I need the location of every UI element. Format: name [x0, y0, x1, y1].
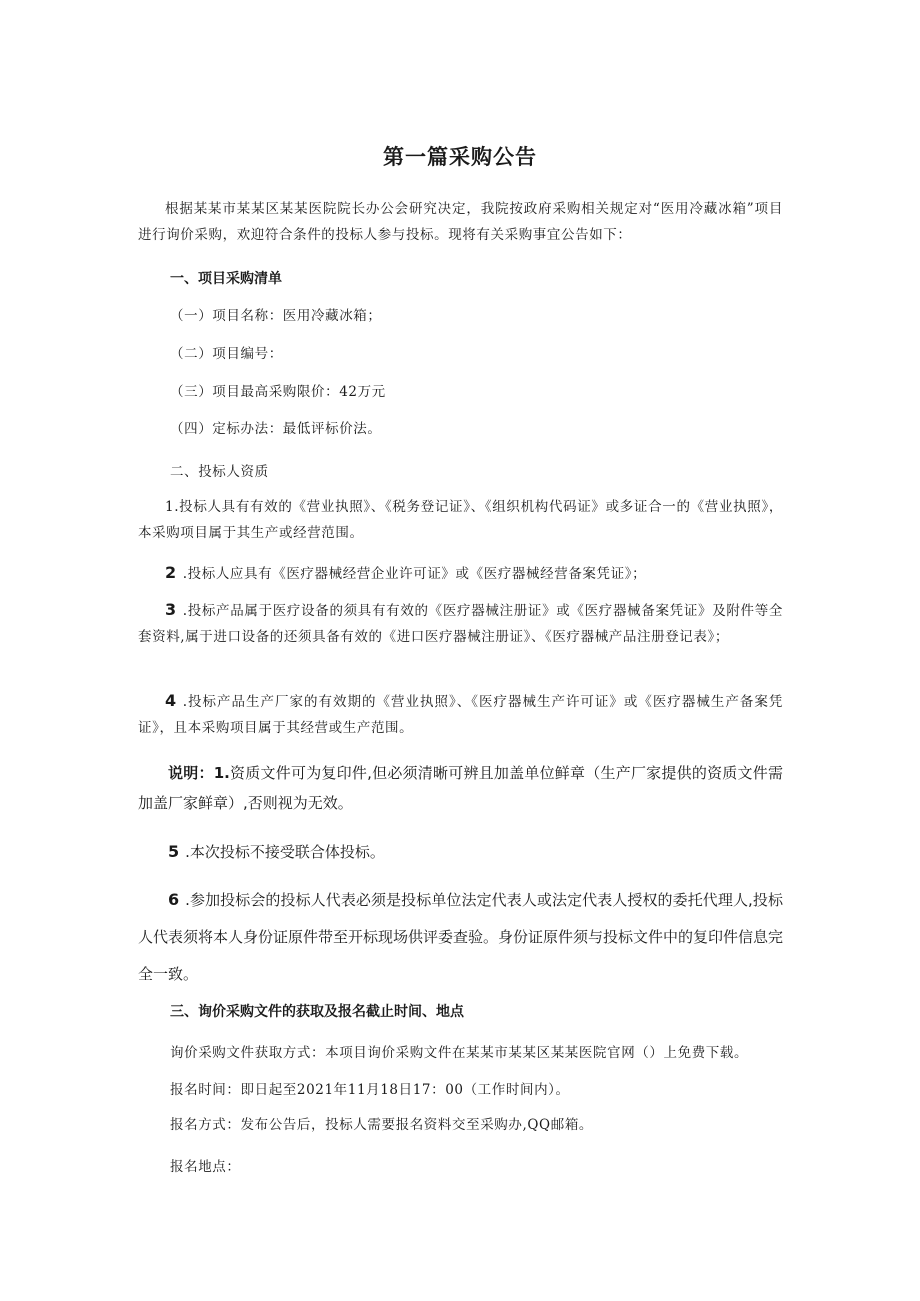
- qualification-4: [138, 688, 783, 741]
- qualification-3: [138, 597, 783, 650]
- qualification-5-text: .本次投标不接受联合体投标。: [185, 843, 385, 861]
- qualification-5: [138, 837, 783, 867]
- qualification-3-number: 3: [165, 600, 177, 619]
- qualification-2-number: 2: [165, 563, 177, 582]
- item-project-number: （二）项目编号：: [170, 346, 283, 362]
- note-text: 资质文件可为复印件,但必须清晰可辨且加盖单位鲜章（生产厂家提供的资质文件需加盖厂家鲜章）,否则视为无效。: [138, 764, 783, 812]
- qualification-6-text: .参加投标会的投标人代表必须是投标单位法定代表人或法定代表人授权的委托代理人,投标人代表须将本人身份证原件带至开标现场供评委查验。身份证原件须与投标文件中的复印件信息完全一致。: [138, 891, 784, 983]
- qualification-6-number: 6: [168, 890, 180, 909]
- note-number: 1.: [213, 764, 230, 782]
- section3-heading: 三、询价采购文件的获取及报名截止时间、地点: [170, 1004, 464, 1020]
- qualification-note: [138, 758, 783, 818]
- page-title: 第一篇采购公告: [383, 145, 537, 169]
- qualification-4-number: 4: [165, 691, 177, 710]
- item-project-name: （一）项目名称：医用冷藏冰箱；: [170, 308, 382, 324]
- obtain-method: 询价采购文件获取方式：本项目询价采购文件在某某市某某区某某医院官网（）上免费下载。: [170, 1045, 749, 1061]
- qualification-2-text: .投标人应具有《医疗器械经营企业许可证》或《医疗器械经营备案凭证》；: [182, 566, 647, 582]
- registration-place: 报名地点：: [170, 1159, 241, 1175]
- item-max-price: （三）项目最高采购限价：42万元: [170, 384, 386, 400]
- item-award-method: （四）定标办法：最低评标价法。: [170, 421, 382, 437]
- note-label: 说明：: [168, 764, 214, 782]
- qualification-5-number: 5: [168, 842, 180, 861]
- qualification-4-text: .投标产品生产厂家的有效期的《营业执照》、《医疗器械生产许可证》或《医疗器械生产备案凭证》，且本采购项目属于其经营或生产范围。: [138, 694, 783, 736]
- section1-heading: 一、项目采购清单: [170, 271, 282, 287]
- registration-time: 报名时间：即日起至2021年11月18日17：00（工作时间内）。: [170, 1082, 570, 1098]
- section2-heading: 二、投标人资质: [170, 464, 269, 480]
- registration-method: 报名方式：发布公告后，投标人需要报名资料交至采购办,QQ邮箱。: [170, 1117, 594, 1133]
- qualification-3-text: .投标产品属于医疗设备的须具有有效的《医疗器械注册证》或《医疗器械备案凭证》及附件等全套资料,属于进口设备的还须具备有效的《进口医疗器械注册证》、《医疗器械产品注册登记表》；: [138, 603, 783, 645]
- intro-paragraph: 根据某某市某某区某某医院院长办公会研究决定，我院按政府采购相关规定对“医用冷藏冰箱”项目进行询价采购，欢迎符合条件的投标人参与投标。现将有关采购事宜公告如下：: [138, 201, 783, 243]
- qualification-6: [138, 881, 783, 993]
- qualification-2: [138, 560, 783, 587]
- qualification-1: 1.投标人具有有效的《营业执照》、《税务登记证》、《组织机构代码证》或多证合一的《营业执照》，本采购项目属于其生产或经营范围。: [138, 499, 783, 541]
